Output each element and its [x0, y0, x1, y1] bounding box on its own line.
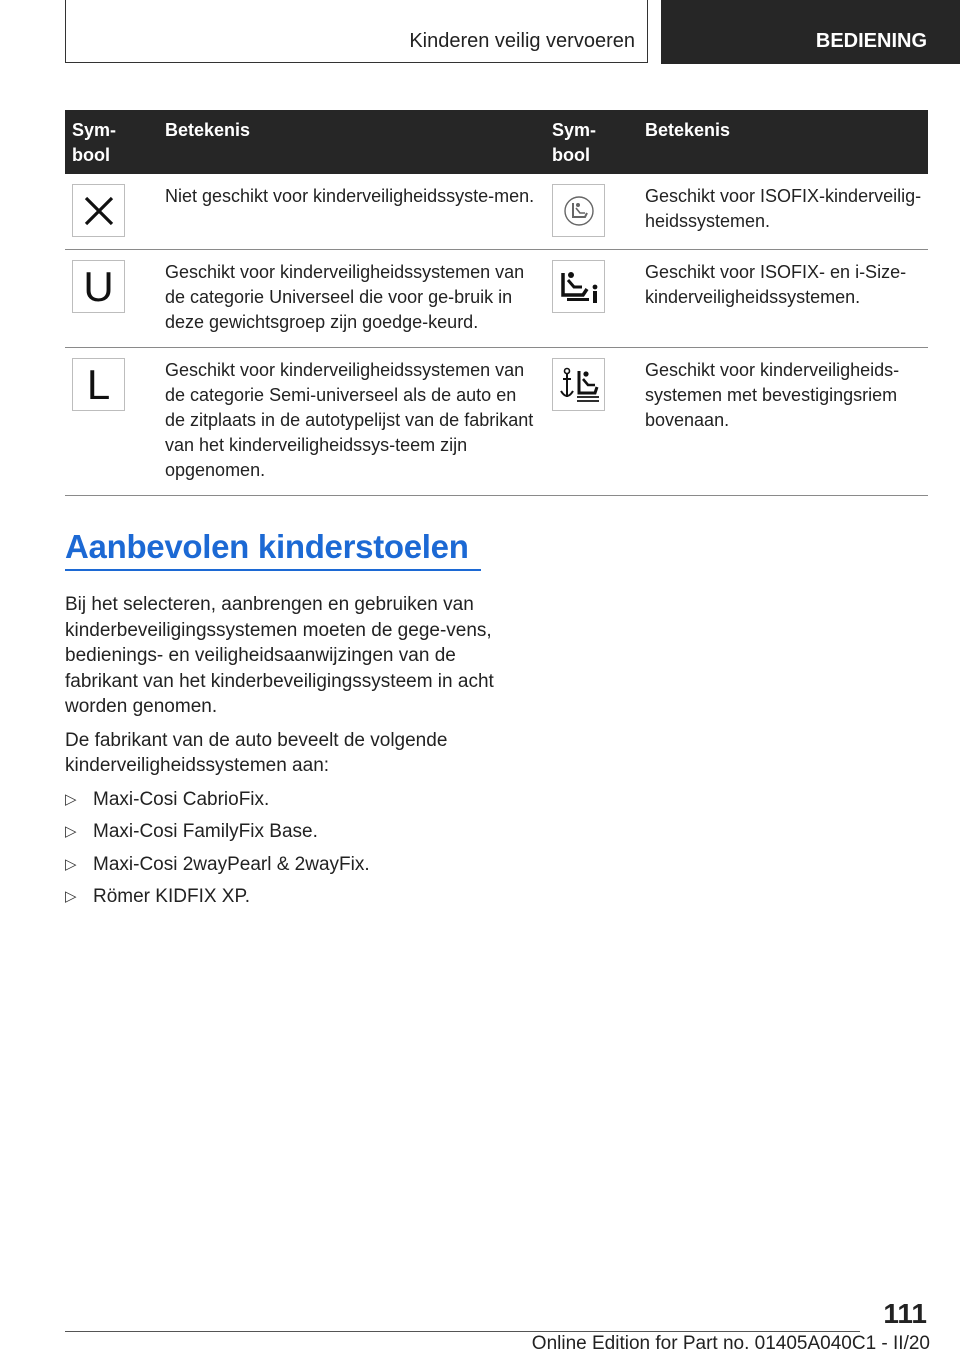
isofix-child-seat-icon	[552, 184, 605, 237]
list-item-text: Maxi-Cosi 2wayPearl & 2wayFix.	[93, 853, 370, 875]
table-cell-meaning: Geschikt voor kinderveiligheidssystemen van de categorie Semi-universeel als de auto en de zitplaats in de autotypelijst van de fabrikant van het kinderveiligheidssys-teem zijn opgenomen.	[158, 348, 545, 496]
triangle-bullet-icon: ▷	[65, 790, 77, 808]
section-title: Aanbevolen kinderstoelen	[65, 528, 469, 565]
not-suitable-x-icon	[72, 184, 125, 237]
symbol-table	[65, 110, 928, 496]
triangle-bullet-icon: ▷	[65, 823, 77, 840]
list-item-text: Maxi-Cosi CabrioFix.	[93, 788, 270, 810]
universal-u-icon	[72, 260, 125, 313]
header-symbol-right: Sym- bool	[545, 110, 638, 174]
list-item	[65, 852, 495, 878]
list-item	[65, 884, 495, 910]
footer-edition: Online Edition for Part no. 01405A040C1 - II/20	[531, 1333, 930, 1354]
recommended-seat-list	[65, 787, 495, 910]
page-number: 111	[883, 1298, 927, 1329]
header-meaning-right: Betekenis	[638, 110, 928, 174]
header-symbol-left: Sym- bool	[65, 110, 158, 174]
list-item	[65, 819, 495, 845]
footer-rule	[65, 1331, 860, 1332]
header-section: BEDIENING	[661, 0, 960, 64]
header-chapter: Kinderen veilig vervoeren	[65, 0, 648, 63]
isofix-i-size-icon	[552, 260, 605, 313]
paragraph: De fabrikant van de auto beveelt de volgende kinderveiligheidssystemen aan:	[65, 729, 448, 776]
semi-universal-l-icon	[72, 358, 125, 411]
list-item-text: Maxi-Cosi FamilyFix Base.	[93, 821, 318, 842]
symbol-letter-l: L	[86, 360, 111, 408]
top-tether-anchor-icon	[552, 358, 605, 411]
table-cell-meaning: Geschikt voor kinderveiligheids-systemen met bevestigingsriem bovenaan.	[638, 348, 928, 496]
table-header-row	[65, 110, 928, 174]
title-underline	[65, 569, 481, 571]
table-cell-meaning: Geschikt voor ISOFIX-kinderveilig-heidssystemen.	[638, 174, 928, 250]
table-row	[65, 174, 928, 250]
table-cell-meaning: Niet geschikt voor kinderveiligheidssyste-men.	[158, 174, 545, 250]
table-row	[65, 250, 928, 348]
symbol-letter-u: U	[83, 262, 114, 310]
triangle-bullet-icon: ▷	[65, 855, 77, 873]
table-cell-meaning: Geschikt voor kinderveiligheidssystemen van de categorie Universeel die voor ge-bruik in deze gewichtsgroep zijn goedge-keurd.	[158, 250, 545, 348]
triangle-bullet-icon: ▷	[65, 888, 77, 905]
list-item-text: Römer KIDFIX XP.	[93, 886, 250, 907]
table-row	[65, 348, 928, 496]
header-meaning-left: Betekenis	[158, 110, 545, 174]
list-item	[65, 787, 495, 813]
table-cell-meaning: Geschikt voor ISOFIX- en i-Size-kinderveiligheidssystemen.	[638, 250, 928, 348]
paragraph: Bij het selecteren, aanbrengen en gebruiken van kinderbeveiligingssystemen moeten de gege-vens, bedienings- en veiligheidsaanwijzingen van de fabrikant van het kinderbeveiligingssysteem in acht worden genomen.	[65, 594, 494, 717]
section-body	[65, 592, 495, 917]
